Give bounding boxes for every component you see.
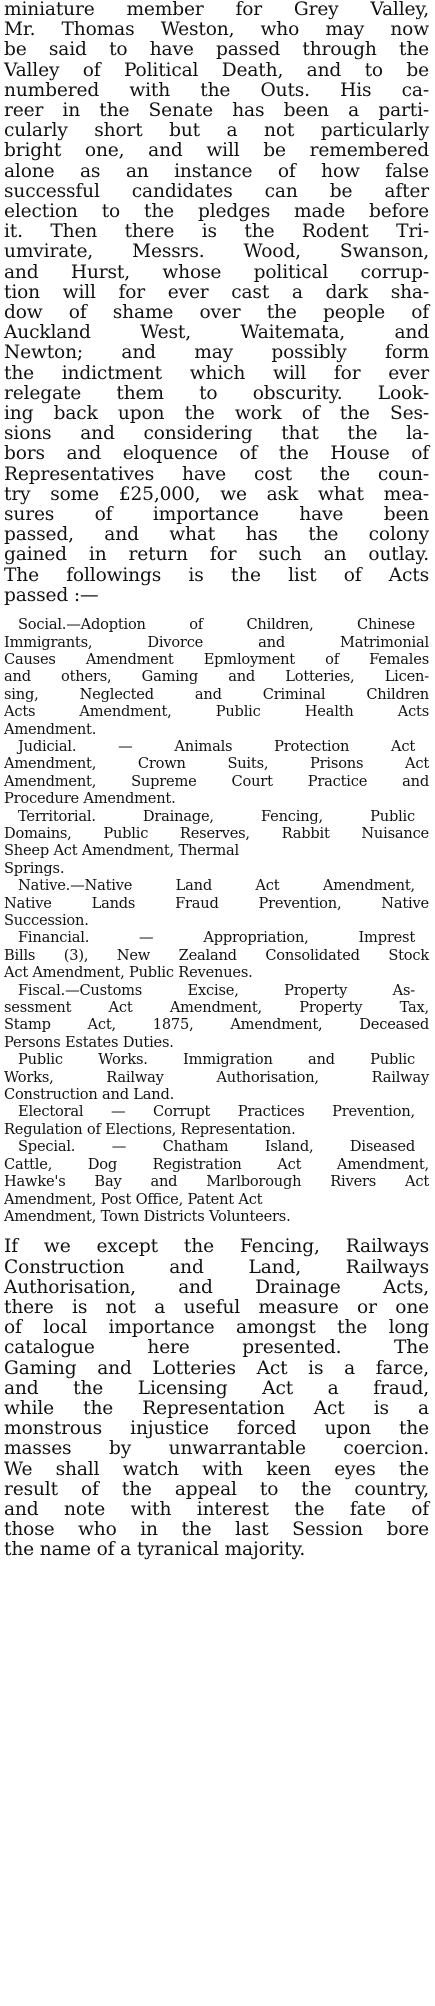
act-entry-line: Social.—Adoption of Children, Chinese [18,616,415,634]
act-entry-line: Special. — Chatham Island, Diseased [18,1138,415,1156]
act-entry-line: sing, Neglected and Criminal Children [4,685,429,703]
act-entry-line: Amendment. [4,720,97,738]
paragraph-one-line: numbered with the Outs. His ca- [4,79,429,101]
act-entry-line: Domains, Public Reserves, Rabbit Nuisance [4,824,429,842]
paragraph-one-line: Auckland West, Waitemata, and [4,322,429,344]
newspaper-column [4,0,429,1561]
act-entry-line: Causes Amendment Epmloyment of Females [4,650,429,668]
act-entry-line: Stamp Act, 1875, Amendment, Deceased [4,1016,429,1034]
act-entry-line: Act Amendment, Public Revenues. [4,964,253,982]
act-category-entry [4,929,429,981]
paragraph-one-line: Mr. Thomas Weston, who may now [4,19,429,41]
paragraph-one-line: sions and considering that the la- [4,423,429,445]
act-entry-line: Territorial. Drainage, Fencing, Public [18,807,415,825]
paragraph-one-line: reer in the Senate has been a parti- [4,100,429,122]
paragraph-two-line: Authorisation, and Drainage Acts, [4,1276,429,1298]
act-entry-line: sessment Act Amendment, Property Tax, [4,999,429,1017]
act-entry-line: and others, Gaming and Lotteries, Licen- [4,668,429,686]
act-entry-line: Amendment, Post Office, Patent Act [4,1190,263,1208]
paragraph-two-line: and the Licensing Act a fraud, [4,1377,429,1399]
paragraph-one-line: and Hurst, whose political corrup- [4,261,429,283]
paragraph-one-line: umvirate, Messrs. Wood, Swanson, [4,241,429,263]
paragraph-one-line: bright one, and will be remembered [4,140,429,162]
paragraph-two-line: If we except the Fencing, Railways [4,1236,429,1258]
act-category-entry [4,877,429,929]
act-entry-line: Procedure Amendment. [4,790,176,808]
act-entry-line: Native.—Native Land Act Amendment, [18,877,415,895]
act-entry-line: Hawke's Bay and Marlborough Rivers Act [4,1173,429,1191]
act-entry-line: Springs. [4,859,65,877]
paragraph-one-line: passed, and what has the colony [4,524,429,546]
paragraph-two-line: masses by unwarrantable coercion. [4,1438,429,1460]
act-entry-line: Public Works. Immigration and Public [18,1051,415,1069]
paragraph-one-line: Representatives have cost the coun- [4,463,429,485]
act-entry-line: Immigrants, Divorce and Matrimonial [4,633,429,651]
act-entry-line: Amendment, Town Districts Volunteers. [4,1207,291,1225]
act-entry-line: Judicial. — Animals Protection Act [18,737,415,755]
paragraph-two-line: there is not a useful measure or one [4,1296,429,1318]
paragraph-two-line: the name of a tyranical majority. [4,1539,306,1561]
act-entry-line: Regulation of Elections, Representation. [4,1120,296,1138]
paragraph-two-line: monstrous injustice forced upon the [4,1418,429,1440]
act-entry-line: Acts Amendment, Public Health Acts [4,703,429,721]
paragraph-one-line: Valley of Political Death, and to be [4,59,429,81]
paragraph-one-line: sures of importance have been [4,504,429,526]
act-category-entry [4,616,429,738]
act-category-entry [4,738,429,808]
act-entry-line: Works, Railway Authorisation, Railway [4,1068,429,1086]
paragraph-one-line: cularly short but a not particularly [4,120,429,142]
article-paragraph-two [4,1237,429,1560]
paragraph-one-line: alone as an instance of how false [4,160,429,182]
act-entry-line: Cattle, Dog Registration Act Amendment, [4,1155,429,1173]
paragraph-one-line: successful candidates can be after [4,180,429,202]
paragraph-one-line: miniature member for Grey Valley, [4,0,429,20]
paragraph-two-line: catalogue here presented. The [4,1337,429,1359]
paragraph-one-line: election to the pledges made before [4,201,429,223]
paragraph-two-line: Gaming and Lotteries Act is a farce, [4,1357,429,1379]
act-category-entry [4,982,429,1052]
act-entry-line: Persons Estates Duties. [4,1033,174,1051]
paragraph-two-line: while the Representation Act is a [4,1397,429,1419]
paragraph-one-line: try some £25,000, we ask what mea- [4,483,429,505]
act-entry-line: Amendment, Crown Suits, Prisons Act [4,755,429,773]
act-entry-line: Native Lands Fraud Prevention, Native [4,894,429,912]
act-category-entry [4,1138,429,1225]
paragraph-one-line: relegate them to obscurity. Look- [4,382,429,404]
act-category-entry [4,1051,429,1103]
paragraph-one-line: bors and eloquence of the House of [4,443,429,465]
paragraph-two-line: and note with interest the fate of [4,1498,429,1520]
act-entry-line: Financial. — Appropriation, Imprest [18,929,415,947]
paragraph-one-line: gained in return for such an outlay. [4,544,429,566]
paragraph-one-line: The followings is the list of Acts [4,564,429,586]
act-category-entry [4,1103,429,1138]
act-entry-line: Sheep Act Amendment, Thermal [4,842,239,860]
paragraph-one-line: the indictment which will for ever [4,362,429,384]
act-entry-line: Fiscal.—Customs Excise, Property As- [18,981,415,999]
paragraph-two-line: We shall watch with keen eyes the [4,1458,429,1480]
acts-passed-list [4,616,429,1225]
paragraph-one-line: Newton; and may possibly form [4,342,429,364]
paragraph-one-line: tion will for ever cast a dark sha- [4,281,429,303]
paragraph-two-line: those who in the last Session bore [4,1519,429,1541]
paragraph-one-line: ing back upon the work of the Ses- [4,403,429,425]
act-entry-line: Succession. [4,912,89,929]
act-entry-line: Bills (3), New Zealand Consolidated Stock [4,946,429,964]
act-category-entry [4,808,429,878]
act-entry-line: Amendment, Supreme Court Practice and [4,772,429,790]
paragraph-two-line: of local importance amongst the long [4,1317,429,1339]
paragraph-one-line: it. Then there is the Rodent Tri- [4,221,429,243]
paragraph-one-line: be said to have passed through the [4,39,429,61]
act-entry-line: Electoral — Corrupt Practices Prevention, [18,1103,415,1121]
paragraph-two-line: Construction and Land, Railways [4,1256,429,1278]
act-entry-line: Construction and Land. [4,1086,175,1104]
paragraph-one-line: dow of shame over the people of [4,302,429,324]
article-paragraph-one [4,0,429,606]
paragraph-two-line: result of the appeal to the country, [4,1478,429,1500]
paragraph-one-line: passed :— [4,584,99,606]
